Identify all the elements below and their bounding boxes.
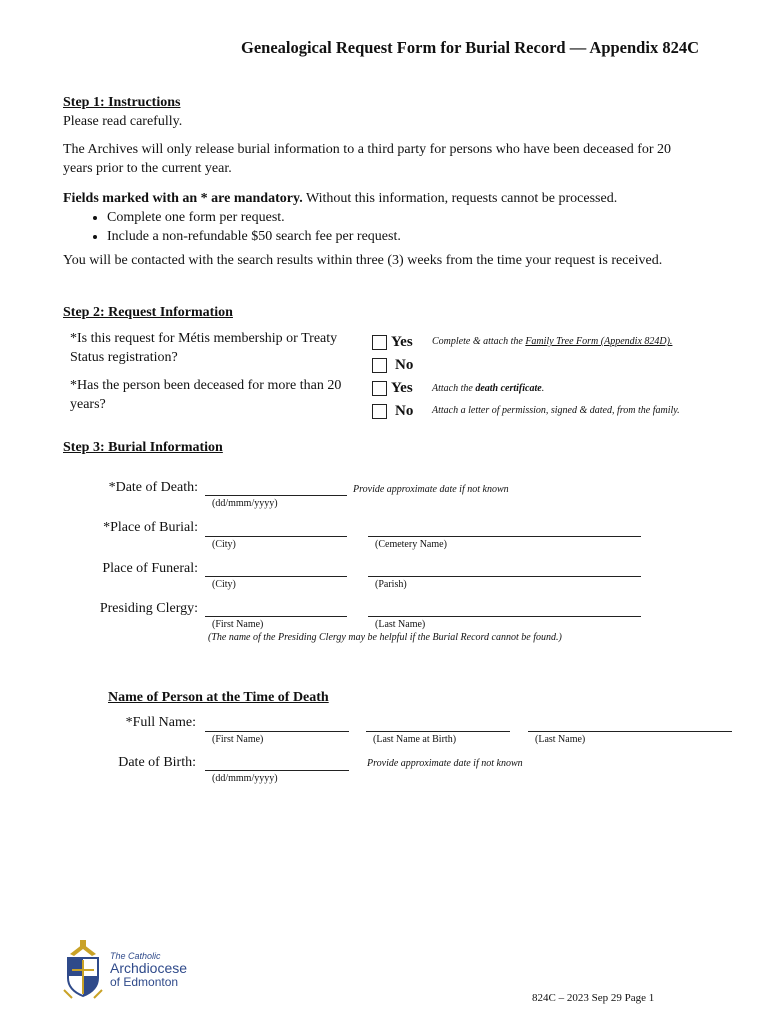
full-name-label: *Full Name:: [125, 715, 196, 730]
deceased-no-label: No: [395, 403, 414, 419]
date-of-birth-label: Date of Birth:: [118, 755, 196, 770]
date-of-death-label: *Date of Death:: [108, 480, 198, 495]
funeral-city-field[interactable]: [205, 576, 347, 577]
burial-city-field[interactable]: [205, 536, 347, 537]
page-footer: 824C – 2023 Sep 29 Page 1: [532, 992, 655, 1004]
mandatory-bold: Fields marked with an * are mandatory.: [63, 191, 303, 206]
deceased-yes-note: [432, 383, 544, 394]
clergy-note: (The name of the Presiding Clergy may be helpful if the Burial Record cannot be found.): [208, 632, 562, 643]
metis-yes-checkbox[interactable]: [372, 335, 387, 350]
deceased-yes-checkbox[interactable]: [372, 381, 387, 396]
mandatory-rest: Without this information, requests cannot be processed.: [302, 191, 618, 206]
deceased-no-note: Attach a letter of permission, signed & dated, from the family.: [432, 405, 680, 416]
place-of-burial-label: *Place of Burial:: [103, 520, 198, 535]
presiding-clergy-label: Presiding Clergy:: [99, 601, 198, 616]
clergy-last-name-field[interactable]: [368, 616, 641, 617]
step1-read: Please read carefully.: [63, 114, 183, 129]
contact-note: You will be contacted with the search results within three (3) weeks from the time your request is received.: [63, 253, 663, 268]
person-last-name-birth-field[interactable]: [366, 731, 510, 732]
cemetery-name-field[interactable]: [368, 536, 641, 537]
list-item: • Include a non-refundable $50 search fee per request.: [107, 227, 401, 246]
parish-sub: (Parish): [375, 579, 407, 590]
date-of-death-hint: Provide approximate date if not known: [353, 484, 509, 495]
list-item: • Complete one form per request.: [107, 208, 401, 227]
family-tree-link[interactable]: Family Tree Form (Appendix 824D).: [525, 336, 673, 347]
person-last-birth-sub: (Last Name at Birth): [373, 734, 457, 745]
question-metis: *Is this request for Métis membership or Treaty Status registration?: [70, 331, 338, 365]
person-last-sub: (Last Name): [535, 734, 586, 745]
date-of-birth-field[interactable]: [205, 770, 349, 771]
date-of-birth-hint: Provide approximate date if not known: [367, 758, 523, 769]
metis-yes-note: [432, 336, 672, 347]
logo-line1: The Catholic: [110, 951, 161, 961]
person-first-sub: (First Name): [212, 734, 264, 745]
deceased-no-checkbox[interactable]: [372, 404, 387, 419]
clergy-first-sub: (First Name): [212, 619, 264, 630]
logo-line2: Archdiocese: [110, 960, 188, 976]
metis-no-label: No: [395, 357, 414, 373]
date-of-death-sub: (dd/mmm/yyyy): [212, 498, 278, 509]
date-of-death-field[interactable]: [205, 495, 347, 496]
deceased-note-pre: Attach the: [432, 383, 476, 394]
death-certificate-text: death certificate: [475, 383, 542, 394]
step2-heading: Step 2: Request Information: [63, 305, 233, 320]
burial-city-sub: (City): [212, 539, 236, 550]
step3-heading: Step 3: Burial Information: [63, 440, 223, 455]
person-heading: Name of Person at the Time of Death: [108, 690, 329, 705]
page-title: Genealogical Request Form for Burial Record — Appendix 824C: [240, 38, 699, 57]
metis-yes-label: Yes: [391, 334, 413, 350]
step1-heading: Step 1: Instructions: [63, 95, 181, 110]
archdiocese-logo-text: [110, 951, 187, 989]
metis-note-pre: Complete & attach the: [432, 336, 526, 347]
funeral-city-sub: (City): [212, 579, 236, 590]
mandatory-note: [63, 189, 723, 208]
question-deceased: *Has the person been deceased for more than 20 years?: [70, 378, 342, 412]
person-last-name-field[interactable]: [528, 731, 732, 732]
logo-line3: of Edmonton: [110, 975, 179, 989]
instructions-list: [63, 208, 401, 246]
deceased-note-post: .: [541, 383, 545, 394]
person-first-name-field[interactable]: [205, 731, 349, 732]
clergy-first-name-field[interactable]: [205, 616, 347, 617]
place-of-funeral-label: Place of Funeral:: [102, 561, 198, 576]
metis-no-checkbox[interactable]: [372, 358, 387, 373]
parish-field[interactable]: [368, 576, 641, 577]
cemetery-sub: (Cemetery Name): [375, 539, 447, 550]
date-of-birth-sub: (dd/mmm/yyyy): [212, 773, 278, 784]
deceased-yes-label: Yes: [391, 380, 413, 396]
step1-para1: The Archives will only release burial information to a third party for persons who have been deceased for 20 years prior to the current year.: [63, 142, 672, 176]
archdiocese-crest-icon: [62, 940, 104, 1000]
clergy-last-sub: (Last Name): [375, 619, 426, 630]
